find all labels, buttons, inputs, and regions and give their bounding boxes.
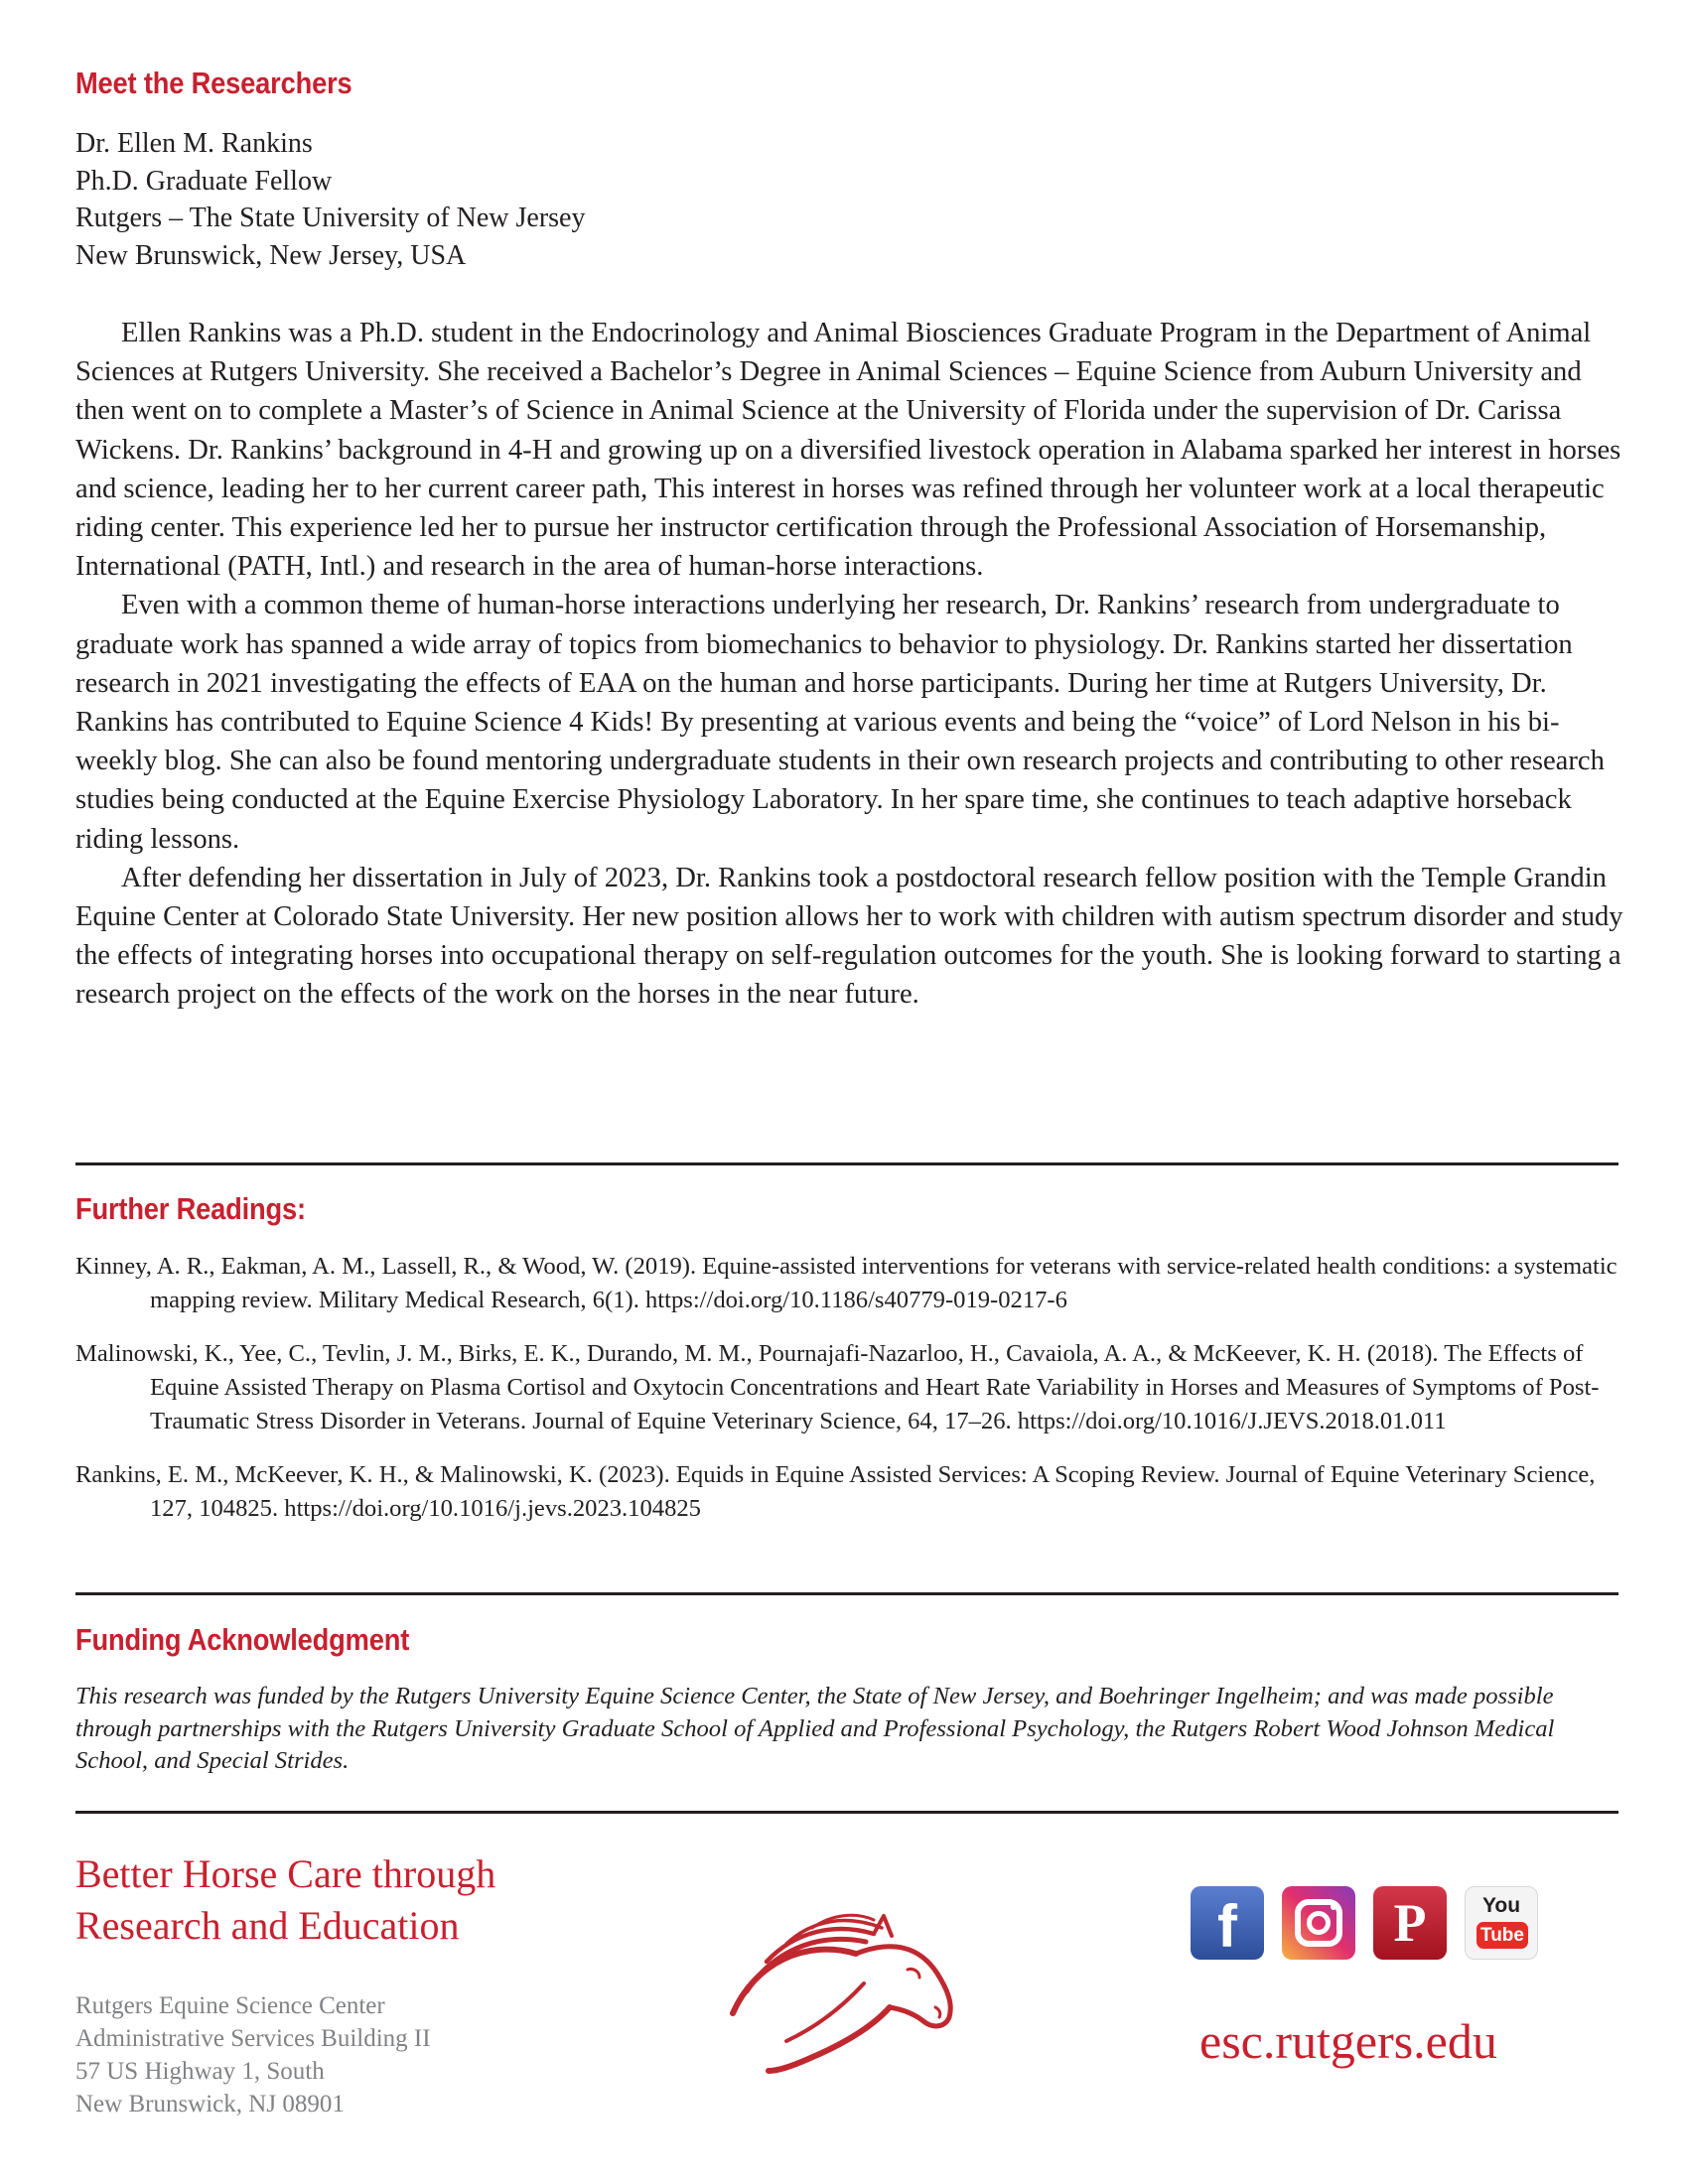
footer-tagline [75,1848,495,1952]
researcher-title: Ph.D. Graduate Fellow [75,165,333,197]
instagram-icon[interactable] [1282,1886,1355,1960]
instagram-lens-shape [1307,1911,1331,1935]
address-line: New Brunswick, NJ 08901 [75,2091,345,2117]
pinterest-glyph: P [1393,1893,1427,1953]
reference-item: Rankins, E. M., McKeever, K. H., & Malinowski, K. (2023). Equids in Equine Assisted Services: A Scoping Review. Journal of Equine Veterinary Science, 127, 104825. https://doi.org/10.1016/j.jevs.2023.104825 [75,1461,1596,1522]
address-line: 57 US Highway 1, South [75,2058,325,2085]
section-divider [75,1811,1618,1814]
funding-text: This research was funded by the Rutgers University Equine Science Center, the State of New Jersey, and Boehringer Ingelheim; and was made possible through partnerships with the Rutgers University Graduate School of Applied and Professional Psychology, the Rutgers Robert Wood Johnson Medical School, and Special Strides. [75,1683,1555,1774]
bio-paragraph: Ellen Rankins was a Ph.D. student in the Endocrinology and Animal Biosciences Graduate Program in the Department of Animal Sciences at Rutgers University. She received a Bachelor’s Degree in Animal Sciences – Equine Science from Auburn University and then went on to complete a Master’s of Science in Animal Science at the University of Florida under the supervision of Dr. Carissa Wickens. Dr. Rankins’ background in 4-H and growing up on a diversified livestock operation in Alabama sparked her interest in horses and science, leading her to her current career path, This interest in horses was refined through her volunteer work at a local therapeutic riding center. This experience led her to pursue her instructor certification through the Professional Association of Horsemanship, International (PATH, Intl.) and research in the area of human-horse interactions. [75,318,1621,583]
tagline-line: Research and Education [75,1903,460,1948]
section-divider [75,1592,1618,1595]
pinterest-icon[interactable] [1373,1886,1447,1960]
researcher-location: New Brunswick, New Jersey, USA [75,239,467,271]
researcher-bio [75,314,1624,1015]
reference-list [75,1250,1624,1546]
youtube-tube-text: Tube [1477,1922,1528,1949]
youtube-you-text: You [1481,1894,1521,1917]
address-line: Administrative Services Building II [75,2025,431,2052]
website-link[interactable]: esc.rutgers.edu [1199,2013,1497,2069]
bio-paragraph: After defending her dissertation in July of 2023, Dr. Rankins took a postdoctoral research fellow position with the Temple Grandin Equine Center at Colorado State University. Her new position allows her to work with children with autism spectrum disorder and study the effects of integrating horses into occupational therapy on self-regulation outcomes for the youth. She is looking forward to starting a research project on the effects of the work on the horses in the near future. [75,862,1623,1011]
footer-address [75,1989,431,2120]
instagram-dot-shape [1331,1904,1336,1910]
researcher-info [75,125,586,274]
meet-researchers-heading: Meet the Researchers [75,66,352,100]
reference-item: Kinney, A. R., Eakman, A. M., Lassell, R., & Wood, W. (2019). Equine-assisted interventions for veterans with service-related health conditions: a systematic mapping review. Military Medical Research, 6(1). https://doi.org/10.1186/s40779-019-0217-6 [75,1253,1618,1313]
youtube-icon[interactable] [1465,1886,1538,1960]
facebook-icon[interactable] [1191,1886,1264,1960]
researcher-name: Dr. Ellen M. Rankins [75,128,313,159]
researcher-institution: Rutgers – The State University of New Jersey [75,203,586,233]
address-line: Rutgers Equine Science Center [75,1992,385,2019]
reference-item: Malinowski, K., Yee, C., Tevlin, J. M., Birks, E. K., Durando, M. M., Pournajafi-Nazarloo, H., Cavaiola, A. A., & McKeever, K. H. (2018). The Effects of Equine Assisted Therapy on Plasma Cortisol and Oxytocin Concentrations and Heart Rate Variability in Horses and Measures of Symptoms of Post-Traumatic Stress Disorder in Veterans. Journal of Equine Veterinary Science, 64, 17–26. https://doi.org/10.1016/J.JEVS.2018.01.011 [75,1340,1600,1434]
tagline-line: Better Horse Care through [75,1851,496,1896]
bio-paragraph: Even with a common theme of human-horse interactions underlying her research, Dr. Rankins’ research from undergraduate to graduate work has spanned a wide array of topics from biomechanics to behavior to physiology. Dr. Rankins started her dissertation research in 2021 investigating the effects of EAA on the human and horse participants. During her time at Rutgers University, Dr. Rankins has contributed to Equine Science 4 Kids! By presenting at various events and being the “voice” of Lord Nelson in his bi-weekly blog. She can also be found mentoring undergraduate students in their own research projects and contributing to other research studies being conducted at the Equine Exercise Physiology Laboratory. In her spare time, she continues to teach adaptive horseback riding lessons. [75,590,1605,855]
horse-head-logo-icon [725,1904,963,2075]
facebook-glyph: f [1217,1893,1237,1960]
further-readings-heading: Further Readings: [75,1191,306,1226]
section-divider [75,1162,1618,1165]
funding-heading: Funding Acknowledgment [75,1622,410,1657]
